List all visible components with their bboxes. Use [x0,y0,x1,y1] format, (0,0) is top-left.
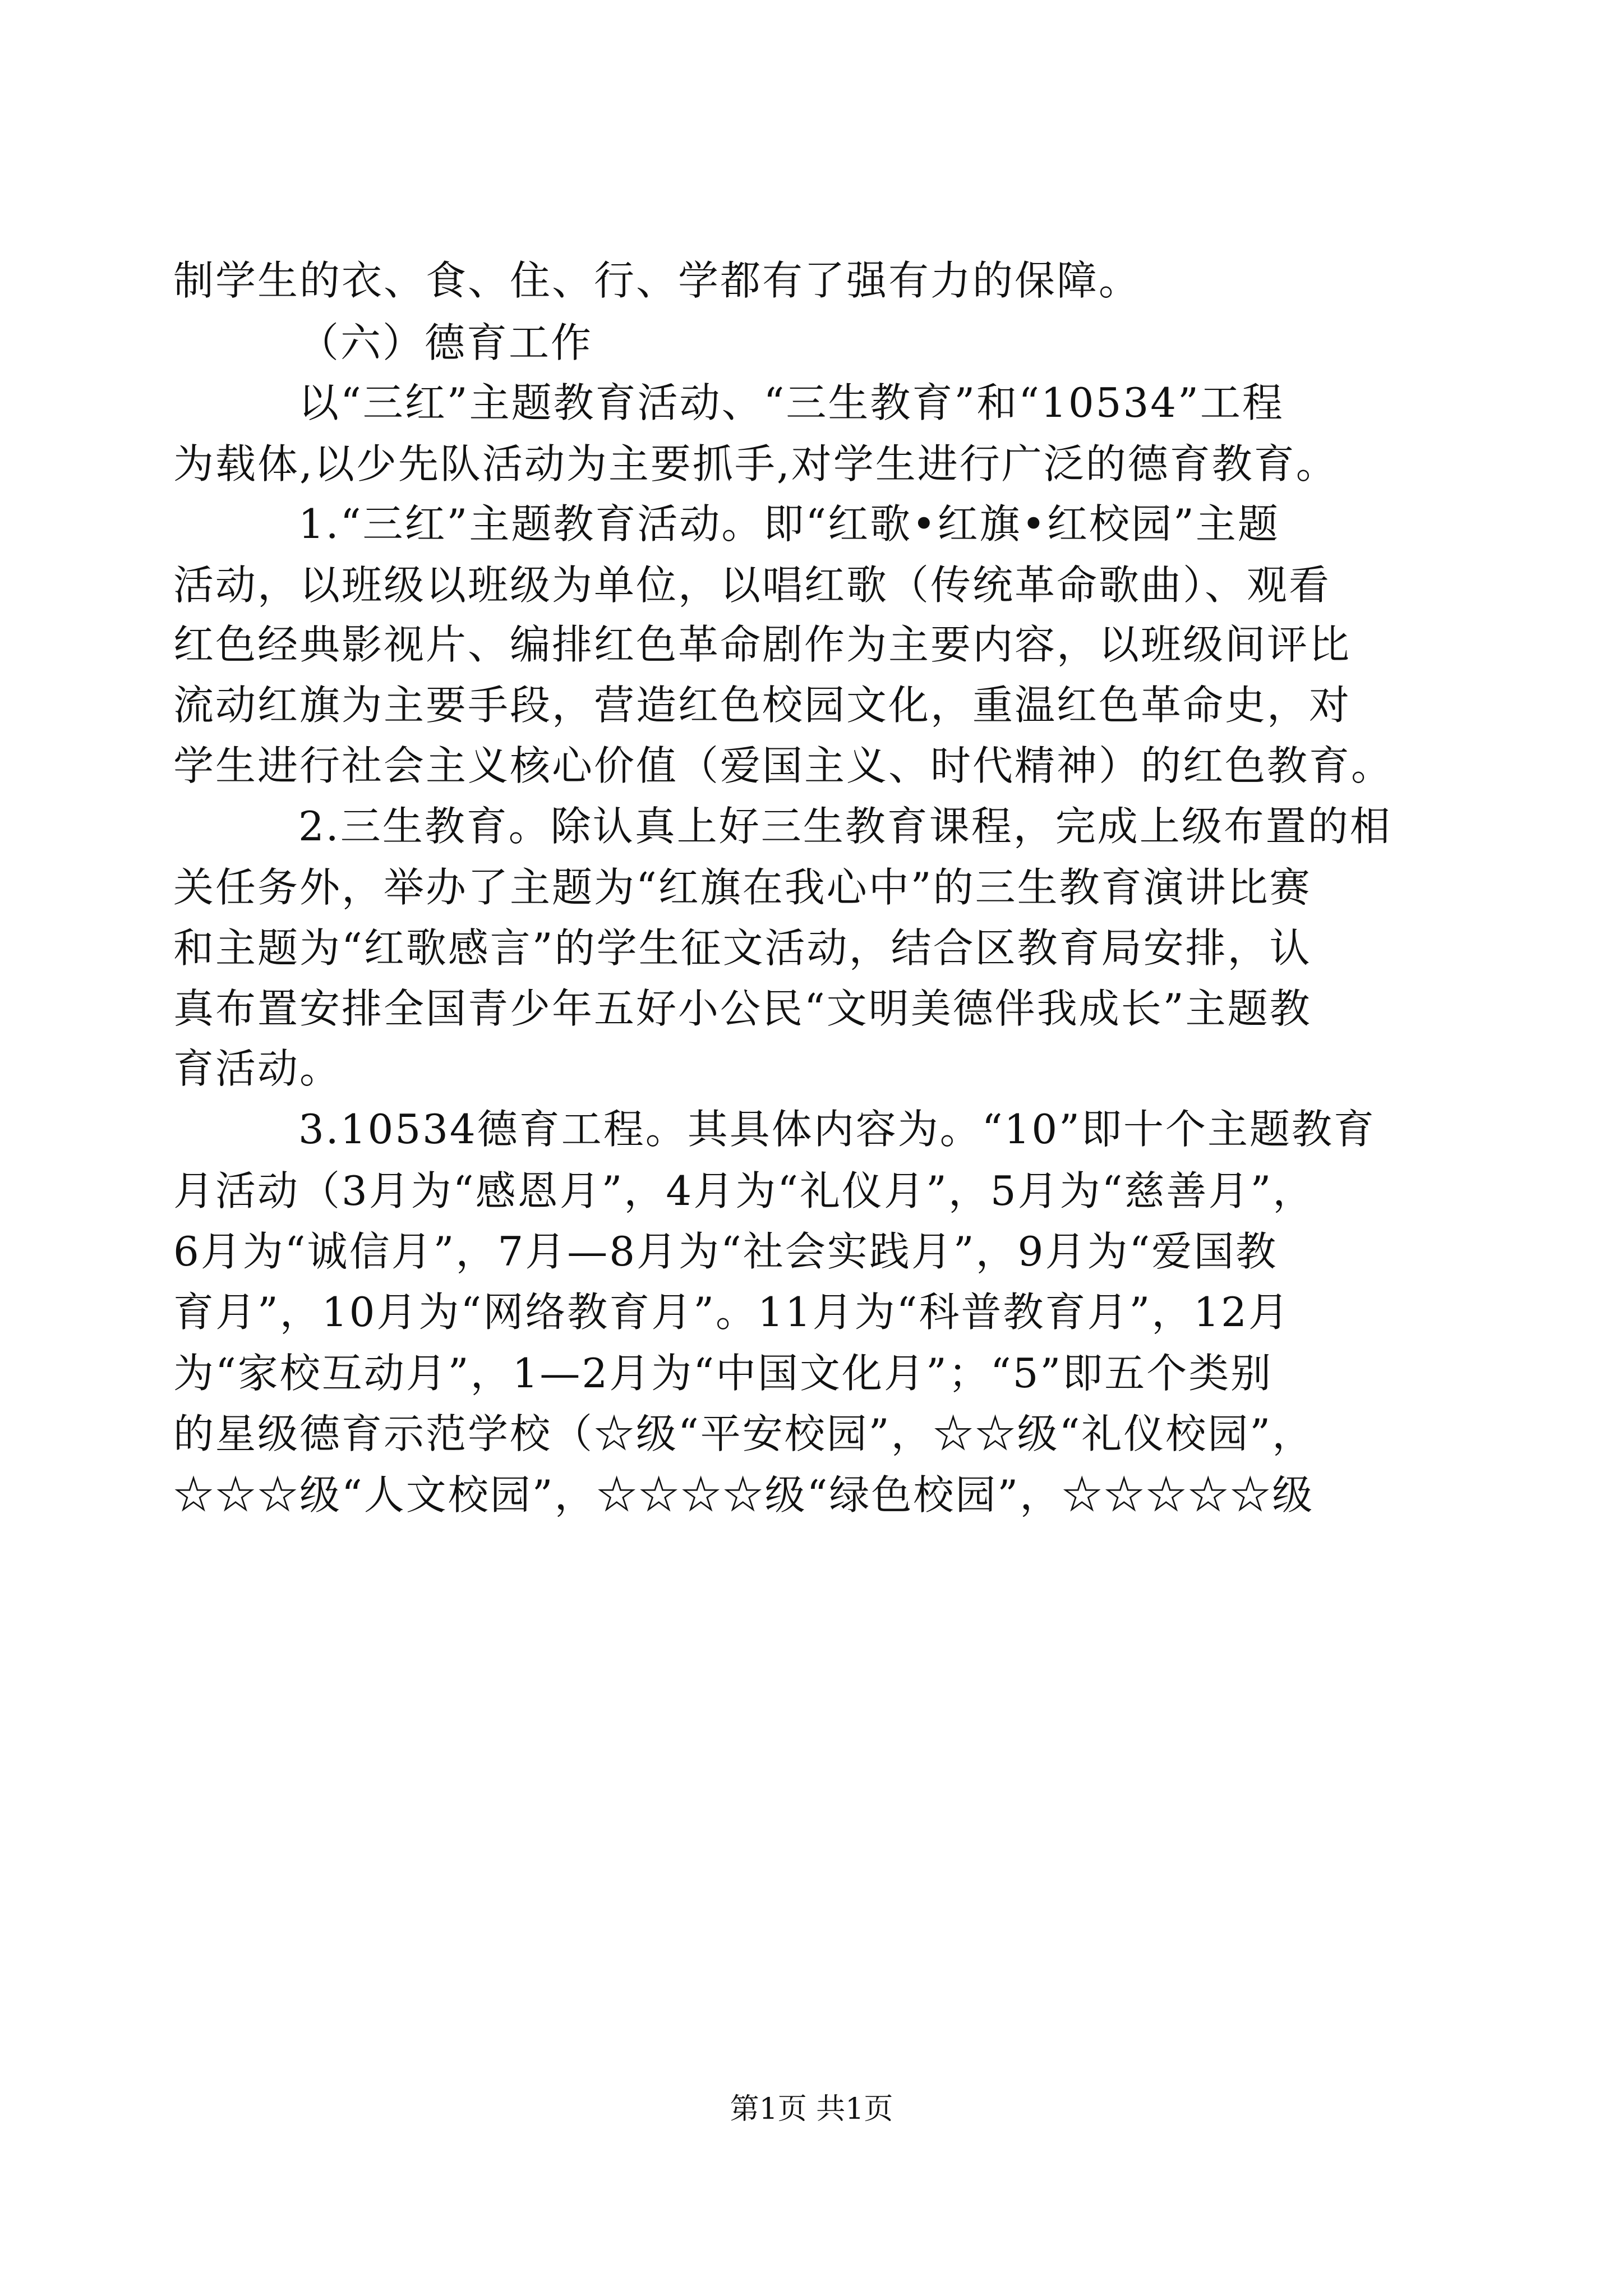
text-line: 活动，以班级以班级为单位，以唱红歌（传统革命歌曲）、观看 [173,562,1331,609]
text-line: 红色经典影视片、编排红色革命剧作为主要内容，以班级间评比 [173,621,1352,668]
text-line: ☆☆☆级“人文校园”，☆☆☆☆级“绿色校园”，☆☆☆☆☆级 [173,1471,1315,1519]
text-line: 真布置安排全国青少年五好小公民“文明美德伴我成长”主题教 [173,985,1312,1032]
text-line: 为载体,以少先队活动为主要抓手,对学生进行广泛的德育教育。 [173,440,1338,487]
text-line: 和主题为“红歌感言”的学生征文活动，结合区教育局安排，认 [173,924,1312,972]
text-line: 学生进行社会主义核心价值（爱国主义、时代精神）的红色教育。 [173,742,1394,789]
page-number: 第1页 共1页 [730,2092,893,2126]
text-line: 1.“三红”主题教育活动。即“红歌•红旗•红校园”主题 [298,500,1280,547]
text-line: 为“家校互动月”，1—2月为“中国文化月”；“5”即五个类别 [173,1350,1273,1397]
text-line: 月活动（3月为“感恩月”，4月为“礼仪月”，5月为“慈善月”， [173,1167,1315,1214]
text-line: 制学生的衣、食、住、行、学都有了强有力的保障。 [173,257,1141,304]
text-line: 3.10534德育工程。其具体内容为。“10”即十个主题教育 [298,1106,1376,1153]
text-line: 6月为“诚信月”，7月—8月为“社会实践月”，9月为“爱国教 [173,1228,1278,1275]
text-line: 关任务外，举办了主题为“红旗在我心中”的三生教育演讲比赛 [173,864,1312,911]
text-line: 育月”，10月为“网络教育月”。11月为“科普教育月”，12月 [173,1289,1290,1336]
text-line: 流动红旗为主要手段，营造红色校园文化，重温红色革命史，对 [173,682,1352,729]
section-heading: （六）德育工作 [298,319,593,366]
text-line: 2.三生教育。除认真上好三生教育课程，完成上级布置的相 [298,803,1392,850]
text-line: 育活动。 [173,1045,342,1092]
text-line: 以“三红”主题教育活动、“三生教育”和“10534”工程 [298,379,1284,426]
text-line: 的星级德育示范学校（☆级“平安校园”，☆☆级“礼仪校园”， [173,1410,1315,1457]
